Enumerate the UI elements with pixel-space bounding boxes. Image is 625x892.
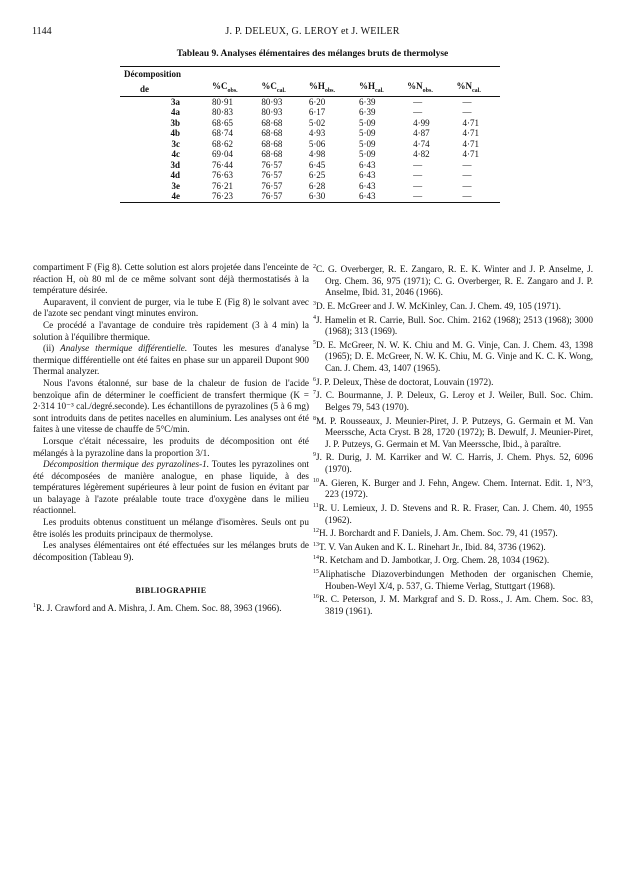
table-cell: 80·91 xyxy=(212,96,233,107)
table-cell: 5·02 xyxy=(308,117,326,128)
column-header: $\%C_{obs.}$ xyxy=(208,81,257,96)
table-cell: — xyxy=(462,170,472,181)
table-cell: 5·09 xyxy=(358,149,376,160)
reference-item: $^4$J. Hamelin et R. Carrie, Bull. Soc. Chim. 2162 (1968); 2513 (1968); 3000 (1968); 313 (1969). xyxy=(313,314,593,337)
table-cell: — xyxy=(413,107,423,118)
reference-item: $^{11}$R. U. Lemieux, J. D. Stevens and R. R. Fraser, Can. J. Chem. 40, 1955 (1962). xyxy=(313,502,593,525)
column-header: $\%N_{obs.}$ xyxy=(403,81,452,96)
column-header: $\%N_{cal.}$ xyxy=(453,81,500,96)
column-header: $\%H_{obs.}$ xyxy=(305,81,355,96)
table-cell: — xyxy=(413,96,423,107)
table-cell: 4·71 xyxy=(462,117,480,128)
table-cell: 4·87 xyxy=(413,128,430,139)
table-cell: 4·71 xyxy=(462,138,480,149)
reference-item: $^8$M. P. Rousseaux, J. Meunier-Piret, J. P. Putzeys, G. Germain et M. Van Meerssche, Acta Cryst. B 28, 1720 (1972); B. Dewulf, J. Meunier-Piret, J. P. Putzeys, G. Germain et M. Van Meerssche, Ibid., à paraître. xyxy=(313,415,593,449)
elemental-analysis-table xyxy=(120,66,500,203)
table-cell: 76·57 xyxy=(261,180,283,191)
table-cell: 4·98 xyxy=(308,149,326,160)
table-cell: 6·39 xyxy=(358,96,376,107)
table-row xyxy=(120,128,500,139)
table-row xyxy=(120,107,500,118)
table-caption: Tableau 9. Analyses élémentaires des mélanges bruts de thermolyse xyxy=(176,49,449,59)
table-cell: 68·68 xyxy=(261,138,283,149)
column-header: $\%H_{cal.}$ xyxy=(355,81,403,96)
row-label: 4d xyxy=(170,170,180,181)
table-cell: 6·30 xyxy=(305,191,355,202)
table-cell: 80·93 xyxy=(261,107,283,118)
reference-item: $^{14}$R. Ketcham and D. Jambotkar, J. Org. Chem. 28, 1034 (1962). xyxy=(313,555,550,566)
paragraph: (ii) Analyse thermique différentielle. Toutes les mesures d'analyse thermique différentielle ont été faites en phase sur un appareil Dupont 900 Thermal analyzer. xyxy=(33,343,310,377)
table-cell: 6·17 xyxy=(308,107,326,118)
table-row xyxy=(120,96,500,107)
table-row xyxy=(120,149,500,160)
paragraph: Lorsque c'était nécessaire, les produits de décomposition ont été mélangés à la pyrazoline dans la proportion 3/1. xyxy=(33,435,309,458)
table-cell: 6·43 xyxy=(358,180,376,191)
table-head-label-1: Décomposition xyxy=(120,67,500,82)
table-cell: 68·68 xyxy=(261,128,283,139)
table-cell: 6·45 xyxy=(308,159,326,170)
page-number: 1144 xyxy=(32,26,52,37)
subsection-title: Analyse thermique différentielle. xyxy=(60,343,188,354)
table-cell: 68·74 xyxy=(212,128,233,139)
reference-item: $^6$J. P. Deleux, Thèse de doctorat, Louvain (1972). xyxy=(313,376,494,387)
table-cell: 4·71 xyxy=(462,128,480,139)
reference-item: $^7$J. C. Bourmanne, J. P. Deleux, G. Leroy et J. Weiler, Bull. Soc. Chim. Belges 79, 543 (1970). xyxy=(313,390,593,412)
table-cell: — xyxy=(462,159,472,170)
table-cell: — xyxy=(462,180,472,191)
right-reference-column xyxy=(313,262,593,618)
table-cell: — xyxy=(453,191,500,202)
table-cell: 68·68 xyxy=(261,149,283,160)
table-cell: 6·43 xyxy=(358,159,376,170)
row-label: 3e xyxy=(171,180,180,191)
table-cell: 76·23 xyxy=(208,191,257,202)
reference-item: $^5$D. E. McGreer, N. W. K. Chiu and M. G. Vinje, Can. J. Chem. 43, 1398 (1965); D. E. McGreer, N. W. K. Chiu, M. G. Vinje and K. C. K. Wong, Can. J. Chem. 43, 1407 (1965). xyxy=(313,339,593,373)
table-cell: 69·04 xyxy=(212,149,233,160)
table-cell: 6·39 xyxy=(358,107,376,118)
table-cell: 76·44 xyxy=(212,159,233,170)
table-row xyxy=(120,181,500,192)
reference-item: $^2$C. G. Overberger, R. E. Zangaro, R. E. K. Winter and J. P. Anselme, J. Org. Chem. 36, 975 (1971); C. G. Overberger, R. E. Zangaro and J. P. Anselme, Ibid. 31, 2046 (1966). xyxy=(313,264,593,298)
paragraph: Les analyses élémentaires ont été effectuées sur les mélanges bruts de décomposition (Tableau 9). xyxy=(33,540,309,562)
row-label: 4e xyxy=(120,191,208,202)
paragraph: compartiment F (Fig 8). Cette solution est alors projetée dans l'enceinte de réaction H, où 80 ml de ce même solvant sont déjà thermostatisés à la température désirée. xyxy=(33,262,309,296)
row-label: 4c xyxy=(171,149,180,160)
table-cell: 68·68 xyxy=(261,117,283,128)
table-cell: — xyxy=(462,107,472,118)
table-row xyxy=(120,170,500,181)
table-cell: 68·62 xyxy=(212,138,233,149)
running-head: J. P. DELEUX, G. LEROY et J. WEILER xyxy=(225,26,400,37)
table-cell: 5·09 xyxy=(358,117,376,128)
table-cell: 6·43 xyxy=(358,170,376,181)
table-cell: 5·09 xyxy=(358,138,376,149)
table-cell: — xyxy=(413,180,423,191)
reference-item: $^{10}$A. Gieren, K. Burger and J. Fehn, Angew. Chem. Internat. Edit. 1, N°3, 223 (1972). xyxy=(313,477,593,500)
paragraph: Auparavent, il convient de purger, via le tube E (Fig 8) le solvant avec de l'azote sec pendant vingt minutes environ. xyxy=(33,296,309,319)
column-header: $\%C_{cal.}$ xyxy=(257,81,304,96)
reference-item: $^{13}$T. V. Van Auken and K. L. Rinehart Jr., Ibid. 84, 3736 (1962). xyxy=(313,541,546,552)
table-cell: 80·83 xyxy=(212,107,233,118)
table-cell: 76·57 xyxy=(257,191,304,202)
table-cell: 76·57 xyxy=(261,170,283,181)
table-body xyxy=(120,96,500,202)
table-cell: 4·71 xyxy=(462,149,480,160)
table-row xyxy=(120,160,500,171)
row-label: 3a xyxy=(171,96,180,107)
row-label: 3c xyxy=(171,138,180,149)
table-cell: 4·93 xyxy=(308,128,326,139)
reference-item: $^9$J. R. Durig, J. M. Karriker and W. C. Harris, J. Chem. Phys. 52, 6096 (1970). xyxy=(313,452,593,474)
left-text-column xyxy=(33,262,309,615)
table-cell: 4·99 xyxy=(413,117,430,128)
table-row xyxy=(120,139,500,150)
table-cell: 76·63 xyxy=(212,170,233,181)
reference-item: $^{16}$R. C. Peterson, J. M. Markgraf and S. D. Ross., J. Am. Chem. Soc. 83, 3819 (1961). xyxy=(313,594,593,616)
subsection-title: Décomposition thermique des pyrazolines-1. xyxy=(43,459,210,470)
paragraph: Décomposition thermique des pyrazolines-1. Toutes les pyrazolines ont été décomposées de manière analogue, en phase liquide, à des températures légèrement supérieures à leur point de fusion en évitant par un balayage à l'azote préalable toute trace d'oxygène dans le milieu réactionnel. xyxy=(33,459,309,516)
paragraph: Ce procédé a l'avantage de conduire très rapidement (3 à 4 min) la solution à l'équilibre thermique. xyxy=(33,319,309,342)
reference-item: $^1$R. J. Crawford and A. Mishra, J. Am. Chem. Soc. 88, 3963 (1966). xyxy=(33,603,282,614)
row-label: 4b xyxy=(170,128,180,139)
table-cell: 5·06 xyxy=(308,138,326,149)
table-cell: 68·65 xyxy=(212,117,233,128)
row-label: 3d xyxy=(170,159,180,170)
table-cell: — xyxy=(413,170,423,181)
reference-item: $^{15}$Aliphatische Diazoverbindungen Methoden der organischen Chemie, Houben-Weyl X/4, p. 537, G. Thieme Verlag, Stuttgart (1968). xyxy=(313,569,593,591)
table-cell: 5·09 xyxy=(358,128,376,139)
row-label: 4a xyxy=(171,107,180,118)
table-row xyxy=(120,118,500,129)
table-cell: 6·20 xyxy=(308,96,326,107)
table-cell: — xyxy=(462,96,472,107)
bibliography-heading: BIBLIOGRAPHIE xyxy=(135,586,207,596)
table-cell: — xyxy=(413,159,423,170)
paragraph: Les produits obtenus constituent un mélange d'isomères. Seuls ont pu être isolés les produits principaux de thermolyse. xyxy=(33,517,309,539)
table-cell: 80·93 xyxy=(261,96,283,107)
reference-item: $^{12}$H. J. Borchardt and F. Daniels, J. Am. Chem. Soc. 79, 41 (1957). xyxy=(313,528,558,539)
table-cell: 4·74 xyxy=(413,138,430,149)
row-label: 3b xyxy=(170,117,180,128)
table-row xyxy=(120,191,500,202)
table-cell: 6·25 xyxy=(308,170,326,181)
table-head-label-2: de xyxy=(120,81,208,96)
table-cell: 4·82 xyxy=(413,149,430,160)
table-cell: 6·28 xyxy=(308,180,326,191)
table-cell: 76·57 xyxy=(261,159,283,170)
paragraph: Nous l'avons étalonné, sur base de la chaleur de fusion de l'acide benzoïque afin de déterminer le coefficient de transfert thermique (K = 2·314 10⁻³ cal./degré.seconde). Les échantillons de pyrazolines (5 à 6 mg) sont introduits dans de petites nacelles en aluminium. Les analyses ont été faites à une vitesse de chauffe de 5°C/min. xyxy=(33,377,309,435)
table-cell: 76·21 xyxy=(212,180,233,191)
reference-item: $^3$D. E. McGreer and J. W. McKinley, Can. J. Chem. 49, 105 (1971). xyxy=(313,300,561,311)
table-cell: 6·43 xyxy=(355,191,403,202)
table-cell: — xyxy=(403,191,452,202)
